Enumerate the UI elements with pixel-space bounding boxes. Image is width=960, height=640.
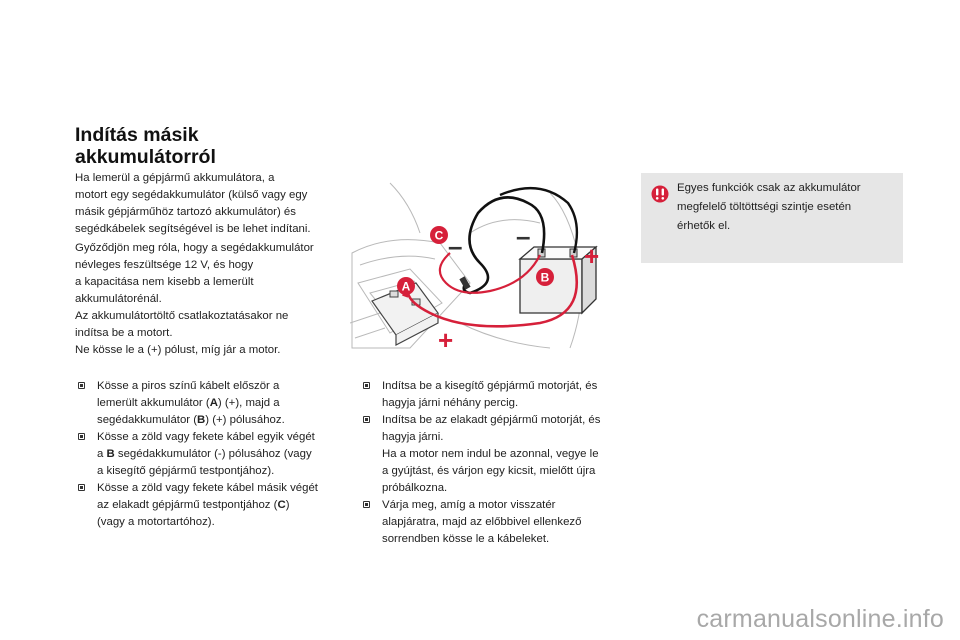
starting-steps xyxy=(360,378,630,548)
page-title: Indítás másik akkumulátorról xyxy=(75,124,216,168)
step-text: Várja meg, amíg a motor visszatér alapjáratra, majd az előbbivel ellenkező sorrendben kösse le a kábeleket. xyxy=(382,499,582,545)
list-item xyxy=(360,497,630,548)
bullet-icon xyxy=(363,382,370,389)
label-a: A xyxy=(401,279,411,294)
notice-box xyxy=(641,173,903,263)
jump-start-illustration xyxy=(350,173,606,353)
connection-steps xyxy=(75,378,345,531)
step-text: ) (+), majd a segédakkumulátor ( xyxy=(97,397,280,426)
bullet-icon xyxy=(78,484,85,491)
jump-start-diagram xyxy=(350,173,606,353)
plus-sign-a: + xyxy=(438,325,454,353)
bullet-icon xyxy=(363,416,370,423)
step-text: segédakkumulátor (-) pólusához (vagy a kisegítő gépjármű testpontjához). xyxy=(97,448,312,477)
intro-paragraph: Ha lemerül a gépjármű akkumulátora, a motort egy segédakkumulátor (külső vagy egy másik gépjárműhöz tartozó akkumulátor) és segédkábelek segítségével is be lehet indítani. xyxy=(75,172,311,235)
list-item xyxy=(75,480,345,531)
label-b-badge xyxy=(536,268,554,286)
minus-sign-b: – xyxy=(516,221,531,251)
step-ref: B xyxy=(197,414,206,426)
check-paragraph: Győződjön meg róla, hogy a segédakkumulátor névleges feszültsége 12 V, és hogy a kapacitása nem kisebb a lemerült akkumulátorénál. Az akkumulátortöltő csatlakoztatásakor ne indítsa be a motort. Ne kösse le a (+) pólust, míg jár a motor. xyxy=(75,242,314,356)
step-text: ) (+) pólusához. xyxy=(205,414,285,426)
warning-icon xyxy=(651,185,669,203)
step-text: Kösse a zöld vagy fekete kábel egyik végét a xyxy=(97,431,315,460)
label-b: B xyxy=(540,270,550,285)
bullet-icon xyxy=(363,501,370,508)
step-text: ) (vagy a motortartóhoz). xyxy=(97,499,290,528)
watermark: carmanualsonline.info xyxy=(696,605,944,633)
list-item xyxy=(75,429,345,480)
notice-text: Egyes funkciók csak az akkumulátor megfelelő töltöttségi szintje esetén érhetők el. xyxy=(677,182,861,232)
label-c-badge xyxy=(430,226,448,244)
step-ref: C xyxy=(277,499,286,511)
step-text: Kösse a zöld vagy fekete kábel másik végét az elakadt gépjármű testpontjához ( xyxy=(97,482,318,511)
minus-sign-c: – xyxy=(448,231,463,261)
list-item xyxy=(360,378,630,412)
label-c: C xyxy=(434,228,444,243)
bullet-icon xyxy=(78,382,85,389)
step-ref: B xyxy=(106,448,115,460)
label-a-badge xyxy=(397,277,415,295)
bullet-icon xyxy=(78,433,85,440)
list-item xyxy=(360,412,630,497)
step-text: Indítsa be a kisegítő gépjármű motorját, és hagyja járni néhány percig. xyxy=(382,380,598,409)
step-ref: A xyxy=(209,397,218,409)
plus-sign-b: + xyxy=(584,241,600,271)
step-text: Indítsa be az elakadt gépjármű motorját, és hagyja járni. Ha a motor nem indul be azonnal, vegye le a gyújtást, és várjon egy kicsit, mielőtt újra próbálkozna. xyxy=(382,414,601,494)
step-text: Kösse a piros színű kábelt először a lemerült akkumulátor ( xyxy=(97,380,280,409)
list-item xyxy=(75,378,345,429)
